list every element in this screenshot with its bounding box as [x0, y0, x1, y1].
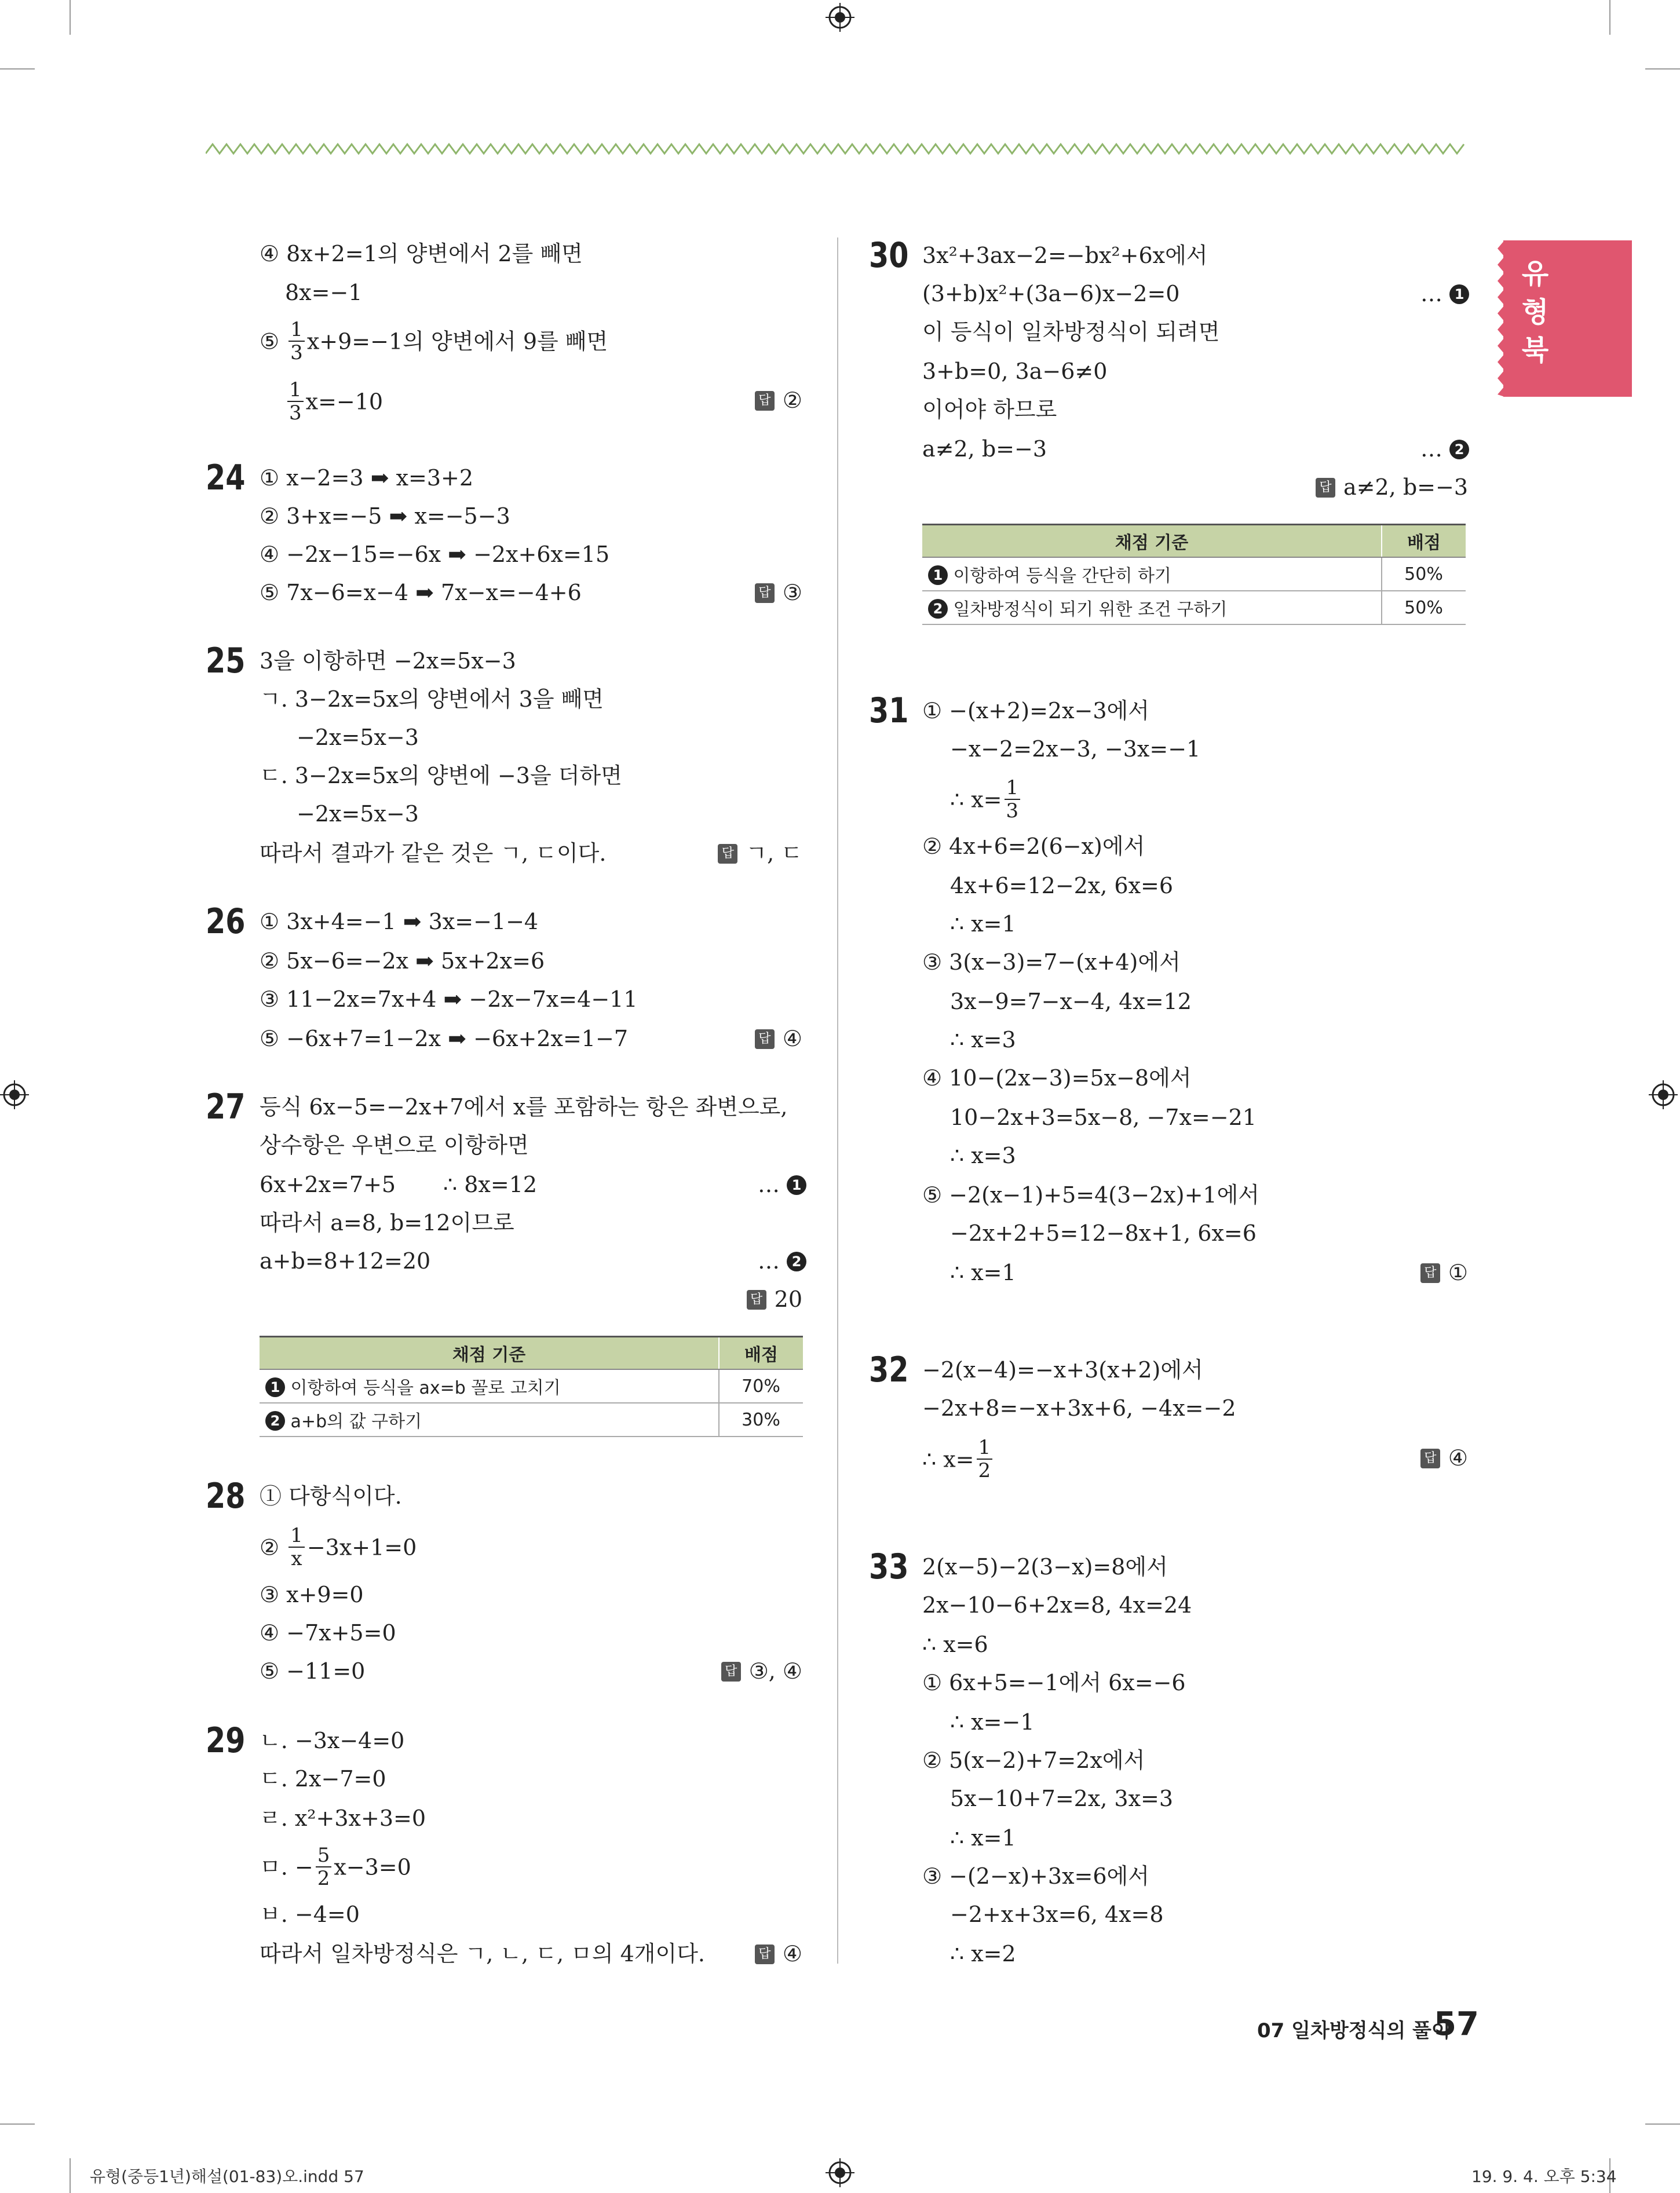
- q26-line-4: ⑤ −6x+7=1−2x ➡ −6x+2x=1−7: [260, 1026, 628, 1051]
- fraction: $\frac{1}{x}$: [288, 1525, 305, 1570]
- answer-label-icon: 답: [755, 1029, 775, 1049]
- q26-line-3: ③ 11−2x=7x+4 ➡ −2x−7x=4−11: [260, 986, 638, 1012]
- q30-line-5: 이어야 하므로: [922, 397, 1057, 422]
- answer-cont: 답 ②: [755, 381, 802, 419]
- step-1-icon: 1: [1449, 284, 1469, 304]
- question-number-27: 27: [206, 1087, 246, 1127]
- q31-line-11: 10−2x+3=5x−8, −7x=−21: [950, 1105, 1257, 1130]
- cont-line-4: $\frac{1}{3}$ x=−10: [285, 381, 383, 419]
- table-header-criteria: 채점 기준: [260, 1337, 719, 1370]
- answer-26: 답 ④: [755, 1019, 802, 1058]
- q33-line-2: 2x−10−6+2x=8, 4x=24: [922, 1592, 1192, 1618]
- cont-line-1: ④ 8x+2=1의 양변에서 2를 빼면: [260, 241, 583, 266]
- q31-line-15: ∴ x=1: [950, 1260, 1016, 1285]
- step-1-icon: 1: [265, 1377, 285, 1397]
- q29-line-1: ㄴ. −3x−4=0: [260, 1728, 405, 1753]
- q32-line-1: −2(x−4)=−x+3(x+2)에서: [922, 1357, 1203, 1383]
- q33-line-7: 5x−10+7=2x, 3x=3: [950, 1786, 1174, 1811]
- step-2-icon: 2: [787, 1252, 806, 1271]
- table-header-score: 배점: [719, 1337, 803, 1370]
- table-row: 1 이항하여 등식을 간단히 하기 50%: [922, 557, 1466, 591]
- q25-line-3: −2x=5x−3: [297, 725, 419, 750]
- question-number-30: 30: [869, 235, 909, 276]
- q26-line-1: ① 3x+4=−1 ➡ 3x=−1−4: [260, 909, 539, 934]
- q29-line-5: ㅂ. −4=0: [260, 1902, 360, 1927]
- step-2-icon: 2: [928, 599, 948, 619]
- table-row: 2 a+b의 값 구하기 30%: [260, 1403, 803, 1437]
- answer-label-icon: 답: [755, 391, 775, 411]
- question-number-25: 25: [206, 641, 246, 681]
- answer-label-icon: 답: [755, 583, 775, 603]
- q29-line-2: ㄷ. 2x−7=0: [260, 1766, 386, 1792]
- answer-label-icon: 답: [721, 1662, 741, 1682]
- crop-mark: [1645, 68, 1680, 70]
- fraction: $\frac{1}{2}$: [977, 1437, 993, 1482]
- q27-line-3a: 6x+2x=7+5: [260, 1172, 396, 1197]
- scoring-table-30: [922, 524, 1466, 625]
- question-number-29: 29: [206, 1720, 246, 1761]
- q30-line-2: (3+b)x²+(3a−6)x−2=0: [922, 281, 1180, 306]
- answer-32: 답 ④: [1420, 1439, 1468, 1477]
- answer-31: 답 ①: [1420, 1253, 1468, 1292]
- q31-line-3: ∴ x= $\frac{1}{3}$: [950, 779, 1022, 817]
- q33-line-3: ∴ x=6: [922, 1632, 988, 1657]
- q28-line-1: ① 다항식이다.: [260, 1483, 402, 1509]
- q25-line-6: 따라서 결과가 같은 것은 ㄱ, ㄷ이다.: [260, 840, 607, 866]
- side-tab-label: 유형북: [1521, 258, 1549, 367]
- side-tab-zigzag: [1496, 240, 1504, 397]
- q31-line-6: ∴ x=1: [950, 911, 1016, 937]
- page-number: 57: [1434, 2005, 1479, 2043]
- answer-24: 답 ③: [755, 573, 802, 612]
- answer-27: 답 20: [747, 1280, 802, 1318]
- cont-line-2: 8x=−1: [285, 280, 363, 305]
- q28-line-5: ⑤ −11=0: [260, 1658, 366, 1684]
- q33-line-4: ① 6x+5=−1에서 6x=−6: [922, 1670, 1186, 1695]
- q31-line-10: ④ 10−(2x−3)=5x−8에서: [922, 1065, 1192, 1091]
- q29-line-3: ㄹ. x²+3x+3=0: [260, 1805, 426, 1831]
- q25-line-1: 3을 이항하면 −2x=5x−3: [260, 648, 516, 674]
- registration-mark-icon: [0, 1080, 29, 1109]
- q33-line-6: ② 5(x−2)+7=2x에서: [922, 1748, 1145, 1773]
- q33-line-11: ∴ x=2: [950, 1941, 1016, 1967]
- q29-line-6: 따라서 일차방정식은 ㄱ, ㄴ, ㄷ, ㅁ의 4개이다.: [260, 1941, 706, 1967]
- q27-line-3b: ∴ 8x=12: [443, 1172, 538, 1197]
- q28-line-2: ② $\frac{1}{x}$ −3x+1=0: [260, 1524, 417, 1570]
- q29-line-4: ㅁ. − $\frac{5}{2}$ x−3=0: [260, 1844, 411, 1890]
- q30-line-1: 3x²+3ax−2=−bx²+6x에서: [922, 243, 1208, 268]
- q31-line-7: ③ 3(x−3)=7−(x+4)에서: [922, 949, 1181, 975]
- step-1-icon: 1: [787, 1175, 806, 1195]
- q32-line-2: −2x+8=−x+3x+6, −4x=−2: [922, 1395, 1236, 1421]
- q25-line-4: ㄷ. 3−2x=5x의 양변에 −3을 더하면: [260, 763, 622, 788]
- q31-line-13: ⑤ −2(x−1)+5=4(3−2x)+1에서: [922, 1182, 1260, 1208]
- table-header-score: 배점: [1382, 525, 1466, 558]
- question-number-24: 24: [206, 458, 246, 498]
- step-2-icon: 2: [1449, 440, 1469, 459]
- q31-line-14: −2x+2+5=12−8x+1, 6x=6: [950, 1220, 1257, 1246]
- answer-label-icon: 답: [1420, 1449, 1440, 1468]
- print-timestamp: 19. 9. 4. 오후 5:34: [1471, 2167, 1617, 2186]
- step-1-icon: 1: [928, 565, 948, 585]
- answer-label-icon: 답: [718, 844, 737, 864]
- q27-line-5: a+b=8+12=20: [260, 1248, 431, 1274]
- registration-mark-icon: [1649, 1080, 1678, 1109]
- crop-mark: [1609, 0, 1610, 35]
- crop-mark: [0, 2123, 35, 2125]
- q31-line-8: 3x−9=7−x−4, 4x=12: [950, 989, 1192, 1014]
- q33-line-5: ∴ x=−1: [950, 1709, 1035, 1735]
- q27-line-1: 등식 6x−5=−2x+7에서 x를 포함하는 항은 좌변으로,: [260, 1094, 788, 1120]
- answer-28: 답 ③, ④: [721, 1652, 802, 1690]
- q30-line-4: 3+b=0, 3a−6≠0: [922, 359, 1108, 384]
- answer-label-icon: 답: [1420, 1263, 1440, 1283]
- q33-line-10: −2+x+3x=6, 4x=8: [950, 1902, 1164, 1927]
- registration-mark-icon: [826, 3, 854, 32]
- crop-mark: [0, 68, 35, 70]
- answer-25: 답 ㄱ, ㄷ: [718, 834, 802, 872]
- crop-mark: [70, 0, 71, 35]
- q31-line-9: ∴ x=3: [950, 1027, 1016, 1052]
- q28-line-4: ④ −7x+5=0: [260, 1620, 396, 1646]
- step-2-icon: 2: [265, 1411, 285, 1431]
- cont-line-3: ⑤ $\frac{1}{3}$ x+9=−1의 양변에서 9를 빼면: [260, 318, 608, 364]
- q33-line-1: 2(x−5)−2(3−x)=8에서: [922, 1554, 1168, 1580]
- q33-line-9: ③ −(2−x)+3x=6에서: [922, 1863, 1149, 1889]
- q28-line-3: ③ x+9=0: [260, 1582, 364, 1607]
- fraction: $\frac{5}{2}$: [316, 1844, 332, 1889]
- question-number-28: 28: [206, 1476, 246, 1516]
- q27-line-4: 따라서 a=8, b=12이므로: [260, 1210, 514, 1236]
- answer-30: 답 a≠2, b=−3: [1316, 468, 1468, 506]
- chapter-title: 07 일차방정식의 풀이: [1257, 2019, 1451, 2042]
- q25-line-2: ㄱ. 3−2x=5x의 양변에서 3을 빼면: [260, 686, 604, 712]
- question-number-26: 26: [206, 901, 246, 942]
- q25-line-5: −2x=5x−3: [297, 801, 419, 827]
- file-name: 유형(중등1년)해설(01-83)오.indd 57: [90, 2167, 364, 2186]
- zigzag-header-line: [206, 142, 1469, 156]
- q32-line-3: ∴ x= $\frac{1}{2}$: [922, 1439, 995, 1477]
- scoring-table-27: [260, 1336, 803, 1437]
- q31-line-12: ∴ x=3: [950, 1143, 1016, 1168]
- table-row: 2 일차방정식이 되기 위한 조건 구하기 50%: [922, 591, 1466, 624]
- q31-line-4: ② 4x+6=2(6−x)에서: [922, 834, 1145, 859]
- q30-line-3: 이 등식이 일차방정식이 되려면: [922, 319, 1220, 345]
- question-number-33: 33: [869, 1547, 909, 1587]
- crop-mark: [1645, 2123, 1680, 2125]
- answer-29: 답 ④: [755, 1935, 802, 1973]
- q24-line-1: ① x−2=3 ➡ x=3+2: [260, 465, 474, 491]
- q30-line-6: a≠2, b=−3: [922, 436, 1047, 462]
- crop-mark: [70, 2158, 71, 2193]
- q26-line-2: ② 5x−6=−2x ➡ 5x+2x=6: [260, 948, 545, 974]
- question-number-31: 31: [869, 690, 909, 731]
- question-number-32: 32: [869, 1350, 909, 1390]
- fraction: $\frac{1}{3}$: [1005, 777, 1021, 822]
- column-divider: [837, 237, 838, 1964]
- step-marker-1: … 1: [758, 1165, 806, 1204]
- step-marker-1: … 1: [1420, 275, 1469, 313]
- q31-line-1: ① −(x+2)=2x−3에서: [922, 698, 1149, 723]
- table-row: 1 이항하여 등식을 ax=b 꼴로 고치기 70%: [260, 1369, 803, 1403]
- q24-line-2: ② 3+x=−5 ➡ x=−5−3: [260, 503, 510, 529]
- q31-line-2: −x−2=2x−3, −3x=−1: [950, 736, 1201, 762]
- fraction: $\frac{1}{3}$: [288, 319, 305, 364]
- q24-line-4: ⑤ 7x−6=x−4 ➡ 7x−x=−4+6: [260, 580, 582, 605]
- table-header-criteria: 채점 기준: [922, 525, 1382, 558]
- step-marker-2: … 2: [758, 1242, 806, 1280]
- q24-line-3: ④ −2x−15=−6x ➡ −2x+6x=15: [260, 542, 610, 567]
- q33-line-8: ∴ x=1: [950, 1825, 1016, 1851]
- q31-line-5: 4x+6=12−2x, 6x=6: [950, 873, 1174, 898]
- step-marker-2: … 2: [1420, 430, 1469, 468]
- fraction: $\frac{1}{3}$: [287, 379, 304, 424]
- answer-label-icon: 답: [755, 1945, 775, 1964]
- answer-label-icon: 답: [747, 1290, 766, 1310]
- answer-label-icon: 답: [1316, 478, 1335, 498]
- registration-mark-icon: [826, 2158, 854, 2187]
- q27-line-2: 상수항은 우변으로 이항하면: [260, 1132, 529, 1158]
